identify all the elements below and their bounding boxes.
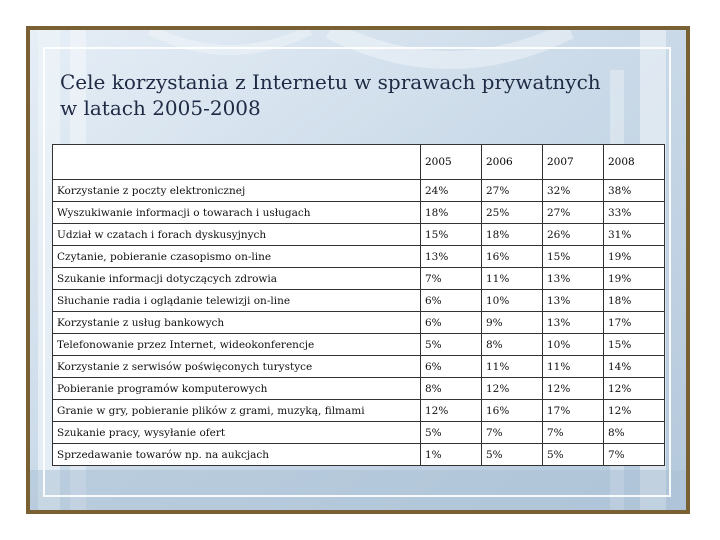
table-row [53,202,665,224]
table-row [53,268,665,290]
row-label: Pobieranie programów komputerowych [53,378,421,400]
row-label: Czytanie, pobieranie czasopismo on-line [53,246,421,268]
value-cell: 7% [482,422,543,444]
header-empty-cell [53,145,421,180]
row-label: Szukanie pracy, wysyłanie ofert [53,422,421,444]
column-header: 2007 [543,145,604,180]
value-cell: 1% [421,444,482,466]
value-cell: 8% [482,334,543,356]
value-cell: 24% [421,180,482,202]
value-cell: 14% [604,356,665,378]
table-row [53,180,665,202]
value-cell: 16% [482,400,543,422]
title-line-2: w latach 2005-2008 [60,96,261,120]
value-cell: 5% [421,422,482,444]
data-table-container [52,144,664,462]
value-cell: 31% [604,224,665,246]
value-cell: 18% [604,290,665,312]
value-cell: 5% [421,334,482,356]
value-cell: 18% [482,224,543,246]
value-cell: 19% [604,268,665,290]
value-cell: 32% [543,180,604,202]
value-cell: 27% [543,202,604,224]
value-cell: 26% [543,224,604,246]
value-cell: 5% [482,444,543,466]
value-cell: 15% [421,224,482,246]
table-row [53,378,665,400]
value-cell: 8% [421,378,482,400]
column-header: 2008 [604,145,665,180]
value-cell: 15% [543,246,604,268]
value-cell: 11% [482,356,543,378]
table-header-row [53,145,665,180]
row-label: Szukanie informacji dotyczących zdrowia [53,268,421,290]
value-cell: 6% [421,356,482,378]
value-cell: 19% [604,246,665,268]
table-row [53,444,665,466]
value-cell: 10% [482,290,543,312]
row-label: Udział w czatach i forach dyskusyjnych [53,224,421,246]
value-cell: 12% [604,378,665,400]
value-cell: 13% [421,246,482,268]
value-cell: 27% [482,180,543,202]
value-cell: 16% [482,246,543,268]
row-label: Granie w gry, pobieranie plików z grami, muzyką, filmami [53,400,421,422]
value-cell: 7% [604,444,665,466]
value-cell: 9% [482,312,543,334]
value-cell: 7% [421,268,482,290]
title-line-1: Cele korzystania z Internetu w sprawach prywatnych [60,70,601,94]
value-cell: 7% [543,422,604,444]
value-cell: 10% [543,334,604,356]
value-cell: 13% [543,268,604,290]
value-cell: 11% [543,356,604,378]
page-title [60,69,601,121]
value-cell: 25% [482,202,543,224]
row-label: Wyszukiwanie informacji o towarach i usługach [53,202,421,224]
table-row [53,290,665,312]
value-cell: 12% [482,378,543,400]
table-row [53,334,665,356]
value-cell: 33% [604,202,665,224]
value-cell: 13% [543,312,604,334]
table-row [53,422,665,444]
column-header: 2006 [482,145,543,180]
value-cell: 8% [604,422,665,444]
row-label: Korzystanie z poczty elektronicznej [53,180,421,202]
value-cell: 12% [604,400,665,422]
row-label: Telefonowanie przez Internet, wideokonferencje [53,334,421,356]
value-cell: 6% [421,290,482,312]
table-row [53,246,665,268]
table-row [53,224,665,246]
table-row [53,400,665,422]
value-cell: 6% [421,312,482,334]
value-cell: 38% [604,180,665,202]
value-cell: 17% [543,400,604,422]
value-cell: 12% [543,378,604,400]
row-label: Słuchanie radia i oglądanie telewizji on-line [53,290,421,312]
row-label: Korzystanie z serwisów poświęconych turystyce [53,356,421,378]
value-cell: 13% [543,290,604,312]
row-label: Sprzedawanie towarów np. na aukcjach [53,444,421,466]
row-label: Korzystanie z usług bankowych [53,312,421,334]
value-cell: 11% [482,268,543,290]
column-header: 2005 [421,145,482,180]
value-cell: 17% [604,312,665,334]
value-cell: 12% [421,400,482,422]
value-cell: 5% [543,444,604,466]
value-cell: 15% [604,334,665,356]
table-row [53,356,665,378]
table-row [53,312,665,334]
value-cell: 18% [421,202,482,224]
internet-usage-table [52,144,665,466]
